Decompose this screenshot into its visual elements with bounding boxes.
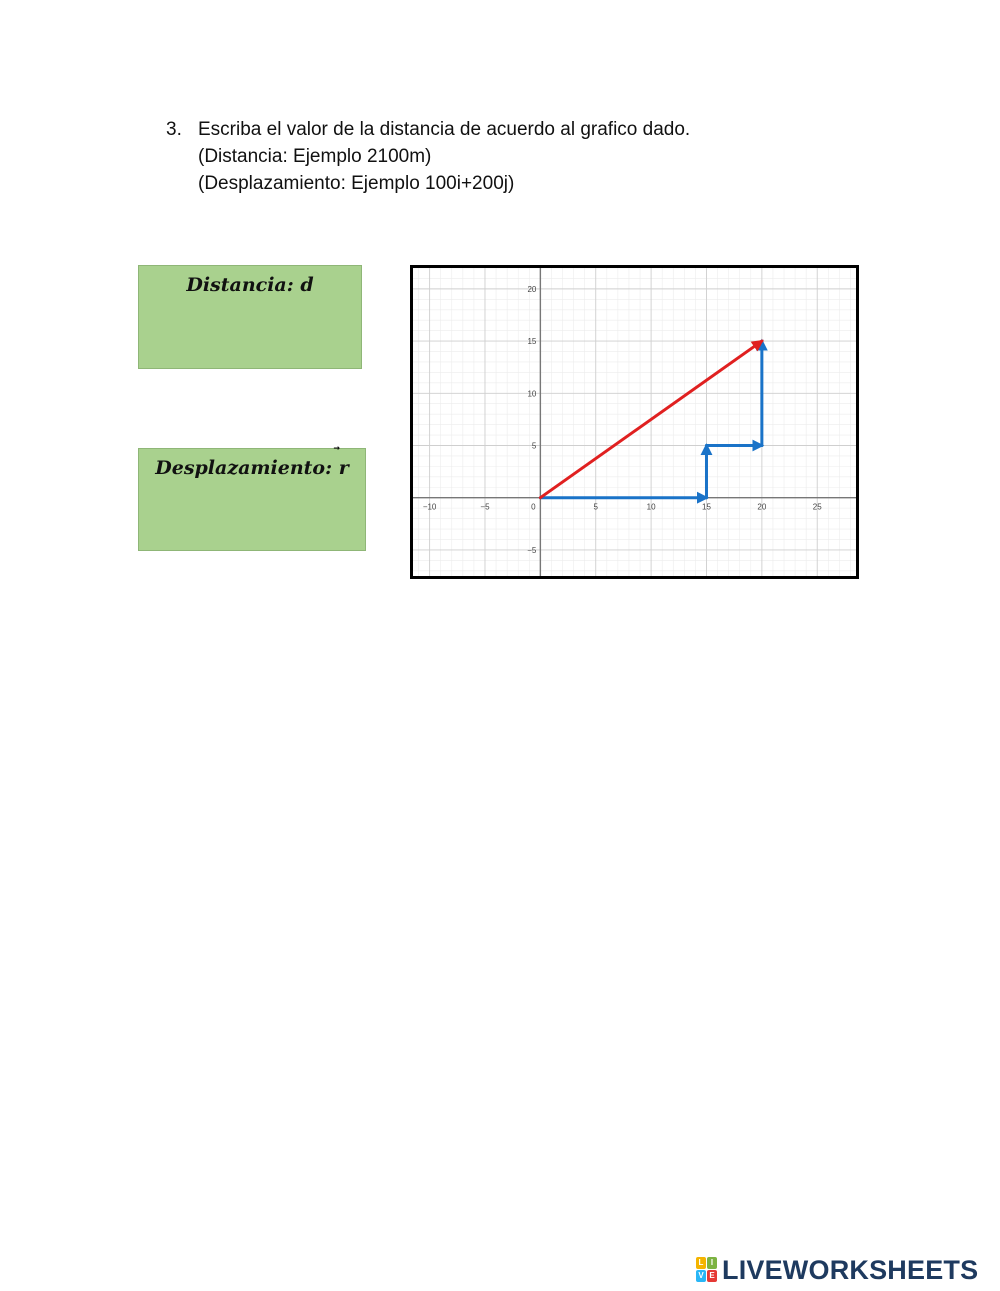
x-tick-label: 10	[646, 502, 656, 512]
x-tick-label: 5	[593, 502, 598, 512]
question-line-3: (Desplazamiento: Ejemplo 100i+200j)	[198, 173, 515, 194]
x-tick-label: −10	[422, 502, 437, 512]
desplazamiento-label	[139, 457, 365, 479]
question-number: 3.	[166, 119, 182, 140]
vector-graph	[413, 268, 856, 576]
y-tick-label: −5	[527, 545, 537, 555]
x-tick-label: 15	[702, 502, 711, 512]
question-line-2: (Distancia: Ejemplo 2100m)	[198, 146, 432, 167]
desplazamiento-input[interactable]	[147, 498, 357, 540]
logo-cell-e: E	[707, 1270, 717, 1282]
logo-icon	[696, 1257, 718, 1283]
vector-r-symbol	[339, 457, 349, 479]
logo-cell-i: I	[707, 1257, 717, 1269]
liveworksheets-logo	[696, 1255, 978, 1285]
desplazamiento-label-text: Desplazamiento:	[155, 457, 339, 479]
x-tick-label: −5	[480, 502, 490, 512]
logo-cell-v: V	[696, 1270, 706, 1282]
vector-r-letter: r	[338, 457, 349, 479]
y-tick-label: 5	[531, 441, 537, 451]
question-text	[198, 116, 690, 197]
question-line-1: Escriba el valor de la distancia de acuerdo al grafico dado.	[198, 119, 691, 140]
distancia-input[interactable]	[147, 316, 353, 358]
logo-text: LIVEWORKSHEETS	[722, 1254, 979, 1285]
desplazamiento-answer-box[interactable]	[138, 448, 366, 551]
graph-frame	[410, 265, 859, 579]
x-tick-label: 0	[531, 502, 536, 512]
x-tick-label: 25	[812, 502, 822, 512]
distancia-label: Distancia: d	[186, 274, 314, 296]
x-tick-label: 20	[757, 502, 767, 512]
y-tick-label: 15	[527, 337, 537, 347]
y-tick-label: 10	[527, 389, 537, 399]
y-tick-label: 20	[527, 284, 537, 294]
logo-cell-l: L	[696, 1257, 706, 1269]
distancia-answer-box[interactable]	[138, 265, 362, 369]
